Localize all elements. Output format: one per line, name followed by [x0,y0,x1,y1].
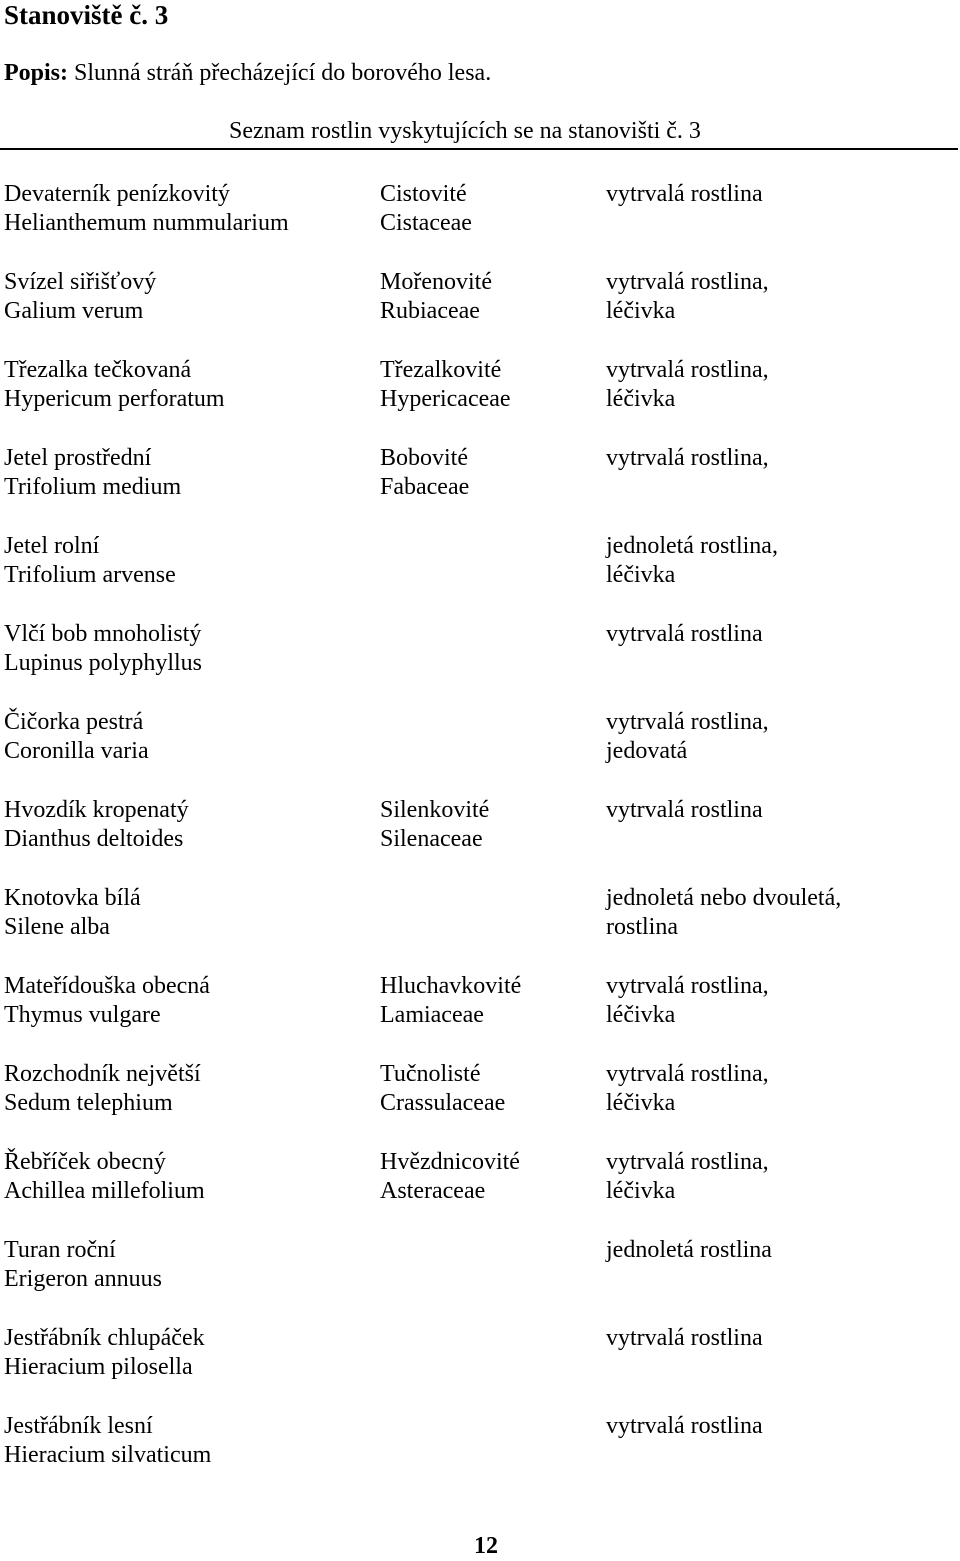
plant-note-line1: vytrvalá rostlina, [606,445,769,471]
plant-czech-name: Knotovka bílá [4,885,141,911]
plant-latin-name: Erigeron annuus [4,1266,162,1292]
plant-notes [606,1060,769,1118]
description-text: Slunná stráň přecházející do borového lesa. [68,60,492,86]
plant-czech-name: Jestřábník chlupáček [4,1325,205,1351]
plant-entry [0,268,960,356]
plant-entry [0,1060,960,1148]
plant-notes [606,1412,763,1441]
plant-latin-name: Lupinus polyphyllus [4,650,203,676]
plant-family-czech: Mořenovité [380,269,492,295]
plant-family-czech: Třezalkovité [380,357,502,383]
plant-czech-name: Hvozdík kropenatý [4,797,189,823]
plant-latin-name: Thymus vulgare [4,1002,161,1028]
plant-names [4,884,141,942]
plant-family-latin: Fabaceae [380,474,470,500]
plant-note-line1: vytrvalá rostlina, [606,357,769,383]
plant-notes [606,1324,763,1353]
plant-names [4,444,181,502]
plant-names [4,532,176,590]
plant-family-czech: Silenkovité [380,797,490,823]
plant-entry [0,444,960,532]
plant-names [4,796,189,854]
plant-family-czech: Hluchavkovité [380,973,522,999]
plant-notes [606,1236,772,1265]
plant-entry [0,180,960,268]
plant-entry [0,1324,960,1412]
plant-names [4,1060,201,1118]
plant-entry [0,884,960,972]
plant-note-line1: vytrvalá rostlina, [606,973,769,999]
plant-latin-name: Galium verum [4,298,144,324]
plant-names [4,1324,205,1382]
plant-entry [0,532,960,620]
plant-family-czech: Bobovité [380,445,468,471]
plant-names [4,708,149,766]
plant-notes [606,1148,769,1206]
plant-family-latin: Asteraceae [380,1178,486,1204]
plant-family-czech: Tučnolisté [380,1061,481,1087]
plant-czech-name: Mateřídouška obecná [4,973,210,999]
plant-family-latin: Hypericaceae [380,386,511,412]
plant-family [380,1060,505,1118]
plant-family [380,268,492,326]
plant-note-line1: vytrvalá rostlina [606,621,763,647]
plant-note-line1: vytrvalá rostlina, [606,709,769,735]
plant-notes [606,268,769,326]
plant-czech-name: Řebříček obecný [4,1149,166,1175]
plant-family-latin: Cistaceae [380,210,472,236]
plant-entry [0,796,960,884]
plant-latin-name: Achillea millefolium [4,1178,205,1204]
plant-czech-name: Vlčí bob mnoholistý [4,621,202,647]
plant-notes [606,884,841,942]
plant-czech-name: Rozchodník největší [4,1061,201,1087]
plant-family-latin: Crassulaceae [380,1090,506,1116]
plant-names [4,620,202,678]
plant-notes [606,180,763,209]
plant-entry [0,1412,960,1500]
plant-family-latin: Lamiaceae [380,1002,484,1028]
plant-latin-name: Silene alba [4,914,110,940]
plant-family-czech: Cistovité [380,181,467,207]
plant-notes [606,796,763,825]
plant-note-line1: jednoletá rostlina, [606,533,778,559]
plant-note-line2: léčivka [606,562,676,588]
plant-family [380,356,511,414]
plant-czech-name: Jetel rolní [4,533,100,559]
plant-latin-name: Hieracium pilosella [4,1354,193,1380]
plant-czech-name: Jestřábník lesní [4,1413,153,1439]
plant-note-line1: vytrvalá rostlina [606,1413,763,1439]
plant-note-line1: vytrvalá rostlina [606,181,763,207]
plant-entry [0,620,960,708]
plant-czech-name: Svízel siřišťový [4,269,157,295]
plant-czech-name: Jetel prostřední [4,445,152,471]
plant-names [4,1148,205,1206]
plant-notes [606,708,769,766]
plant-family [380,972,521,1030]
plant-notes [606,444,769,473]
plant-note-line1: vytrvalá rostlina, [606,1149,769,1175]
plant-notes [606,356,769,414]
plant-note-line2: léčivka [606,298,676,324]
page-title: Stanoviště č. 3 [4,0,169,30]
plant-note-line2: léčivka [606,1178,676,1204]
list-heading: Seznam rostlin vyskytujících se na stanovišti č. 3 [229,118,701,144]
plant-notes [606,620,763,649]
plant-notes [606,972,769,1030]
plant-family [380,180,472,238]
plant-names [4,180,289,238]
plant-entry [0,1148,960,1236]
plant-note-line2: léčivka [606,386,676,412]
plant-note-line1: vytrvalá rostlina, [606,1061,769,1087]
plant-latin-name: Hypericum perforatum [4,386,225,412]
plant-notes [606,532,778,590]
plant-note-line1: jednoletá nebo dvouletá, [606,885,842,911]
plant-family-latin: Rubiaceae [380,298,480,324]
plant-latin-name: Dianthus deltoides [4,826,184,852]
plant-note-line2: rostlina [606,914,678,940]
description [4,58,491,88]
plant-note-line2: jedovatá [606,738,688,764]
plant-names [4,268,156,326]
page-number: 12 [474,1533,498,1559]
plant-names [4,1236,162,1294]
plant-czech-name: Turan roční [4,1237,116,1263]
plant-latin-name: Trifolium medium [4,474,182,500]
plant-czech-name: Devaterník penízkovitý [4,181,230,207]
plant-family-latin: Silenaceae [380,826,483,852]
plant-note-line1: vytrvalá rostlina [606,797,763,823]
plant-list [0,180,960,1500]
plant-family [380,1148,520,1206]
plant-latin-name: Coronilla varia [4,738,149,764]
plant-entry [0,356,960,444]
plant-latin-name: Sedum telephium [4,1090,173,1116]
plant-entry [0,1236,960,1324]
plant-family-czech: Hvězdnicovité [380,1149,520,1175]
plant-note-line2: léčivka [606,1090,676,1116]
plant-note-line1: vytrvalá rostlina [606,1325,763,1351]
plant-latin-name: Helianthemum nummularium [4,210,289,236]
plant-note-line1: jednoletá rostlina [606,1237,772,1263]
plant-family [380,444,469,502]
plant-names [4,1412,211,1470]
plant-names [4,356,225,414]
description-label: Popis: [4,60,69,86]
plant-family [380,796,489,854]
plant-czech-name: Čičorka pestrá [4,709,144,735]
plant-note-line1: vytrvalá rostlina, [606,269,769,295]
plant-czech-name: Třezalka tečkovaná [4,357,192,383]
plant-latin-name: Trifolium arvense [4,562,176,588]
plant-entry [0,972,960,1060]
plant-entry [0,708,960,796]
plant-latin-name: Hieracium silvaticum [4,1442,212,1468]
heading-underline [0,148,958,150]
plant-note-line2: léčivka [606,1002,676,1028]
plant-names [4,972,210,1030]
